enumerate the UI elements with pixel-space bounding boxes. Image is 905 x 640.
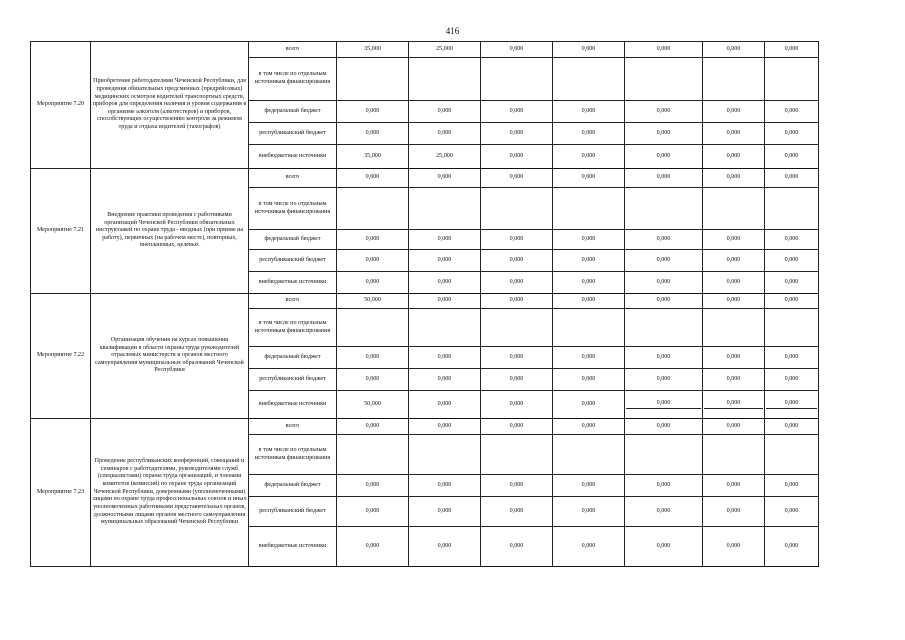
value-cell: 0,000 xyxy=(765,294,819,309)
value-cell: 0,000 xyxy=(625,230,703,250)
value-cell-empty xyxy=(625,309,703,347)
value-cell: 0,000 xyxy=(481,475,553,497)
value-cell: 0,000 xyxy=(337,369,409,391)
value-cell: 0,000 xyxy=(337,475,409,497)
value-cell: 0,000 xyxy=(481,145,553,169)
value-cell xyxy=(625,391,703,419)
measure-description: Внедрение практики проведения с работниками организаций Чеченской Республики обязательных инструктажей по охране труда - вводных (при приеме на работу), первичных (на рабочем месте), повторных, внеплановых, целевых xyxy=(91,169,249,294)
value-cell: 0,000 xyxy=(625,497,703,527)
value-cell: 0,000 xyxy=(481,101,553,123)
value-cell: 0,000 xyxy=(625,145,703,169)
value-cell-empty xyxy=(625,188,703,230)
funding-type-federal: федеральный бюджет xyxy=(249,101,337,123)
funding-type-total: всего xyxy=(249,294,337,309)
measure-description: Проведение республиканских конференций, совещаний и семинаров с работодателями, руководителями служб (специалистами) охраны труда организаций, и членами комитетов (комиссий) по охране труда организаций Чеченской Республики, доверенными (уполномоченными) лицами по охране труда профессиональных союзов и иных уполномоченных работниками представительных органов, должностными лицами органов местного самоуправления муниципальных образований Чеченской Республики xyxy=(91,419,249,567)
value-cell: 0,000 xyxy=(481,294,553,309)
value-cell: 0,000 xyxy=(625,169,703,188)
funding-type-extrabudget: внебюджетные источники xyxy=(249,527,337,567)
value-cell: 0,000 xyxy=(481,230,553,250)
value-cell-empty xyxy=(409,188,481,230)
measure-code: Мероприятие 7.23 xyxy=(31,419,91,567)
value-cell-empty xyxy=(703,188,765,230)
value-cell-empty xyxy=(553,58,625,101)
value-cell: 0,000 xyxy=(409,475,481,497)
value-cell: 0,000 xyxy=(765,419,819,435)
value-cell: 0,000 xyxy=(409,527,481,567)
value-cell: 0,000 xyxy=(409,123,481,145)
funding-type-extrabudget: внебюджетные источники xyxy=(249,145,337,169)
value-cell-empty xyxy=(409,309,481,347)
value-cell: 0,000 xyxy=(337,347,409,369)
value-cell-empty xyxy=(553,309,625,347)
value-cell: 0,000 xyxy=(625,123,703,145)
value-cell-empty xyxy=(337,58,409,101)
funding-type-federal: федеральный бюджет xyxy=(249,475,337,497)
value-cell: 0,000 xyxy=(703,294,765,309)
value-cell: 0,000 xyxy=(481,272,553,294)
value-cell: 0,000 xyxy=(409,369,481,391)
value-cell: 50,000 xyxy=(337,294,409,309)
value-cell: 25,000 xyxy=(409,42,481,58)
value-cell: 0,000 xyxy=(553,250,625,272)
value-cell: 0,000 xyxy=(625,369,703,391)
table-row xyxy=(31,42,819,58)
funding-type-republican: республиканский бюджет xyxy=(249,250,337,272)
value-cell: 0,000 xyxy=(409,101,481,123)
measure-code: Мероприятие 7.21 xyxy=(31,169,91,294)
value-cell: 0,000 xyxy=(703,527,765,567)
value-cell: 0,000 xyxy=(337,527,409,567)
value-cell: 0,000 xyxy=(765,475,819,497)
page-number: 416 xyxy=(445,26,460,36)
value-cell: 0,000 xyxy=(553,42,625,58)
value-cell: 0,000 xyxy=(481,497,553,527)
funding-type-including: в том числе по отдельным источникам финансирования xyxy=(249,58,337,101)
value-cell: 0,000 xyxy=(553,347,625,369)
value-cell-empty xyxy=(481,309,553,347)
value-cell-value: 0,000 xyxy=(704,400,763,409)
value-cell: 0,000 xyxy=(703,42,765,58)
value-cell: 0,000 xyxy=(481,369,553,391)
value-cell: 0,000 xyxy=(765,101,819,123)
measure-code: Мероприятие 7.20 xyxy=(31,42,91,169)
value-cell: 0,000 xyxy=(765,369,819,391)
value-cell-empty xyxy=(765,309,819,347)
value-cell: 0,000 xyxy=(625,294,703,309)
value-cell: 0,000 xyxy=(765,42,819,58)
value-cell: 0,000 xyxy=(553,101,625,123)
funding-type-including: в том числе по отдельным источникам финансирования xyxy=(249,309,337,347)
value-cell: 0,000 xyxy=(409,347,481,369)
value-cell: 0,000 xyxy=(337,419,409,435)
funding-type-republican: республиканский бюджет xyxy=(249,123,337,145)
value-cell: 0,000 xyxy=(553,527,625,567)
value-cell xyxy=(765,391,819,419)
value-cell: 0,000 xyxy=(409,391,481,419)
value-cell: 0,000 xyxy=(703,230,765,250)
value-cell: 0,000 xyxy=(703,250,765,272)
value-cell: 0,000 xyxy=(409,272,481,294)
value-cell: 0,000 xyxy=(553,272,625,294)
value-cell: 0,000 xyxy=(553,419,625,435)
value-cell: 0,000 xyxy=(553,391,625,419)
value-cell-empty xyxy=(703,58,765,101)
value-cell: 0,000 xyxy=(553,145,625,169)
value-cell-value: 0,000 xyxy=(766,400,817,409)
value-cell: 0,000 xyxy=(765,272,819,294)
value-cell: 0,000 xyxy=(625,101,703,123)
value-cell-empty xyxy=(409,58,481,101)
value-cell: 0,000 xyxy=(703,369,765,391)
measure-description: Приобретение работодателями Чеченской Республики, для проведения обязательных предсменных (предрейсовых) медицинских осмотров водителей транспортных средств, приборов для определения наличия и уровня содержания в организме алкоголя (алкотестеров) и приборов, способствующих осуществлению контроля за режимом труда и отдыха водителей (тахографов) xyxy=(91,42,249,169)
value-cell: 0,000 xyxy=(481,527,553,567)
value-cell-empty xyxy=(553,188,625,230)
value-cell-value: 0,000 xyxy=(626,400,701,409)
table-row xyxy=(31,169,819,188)
value-cell: 0,000 xyxy=(337,272,409,294)
value-cell-empty xyxy=(703,435,765,475)
value-cell: 35,000 xyxy=(337,42,409,58)
value-cell: 0,000 xyxy=(553,294,625,309)
value-cell-empty xyxy=(481,188,553,230)
value-cell-empty xyxy=(625,58,703,101)
value-cell-empty xyxy=(765,58,819,101)
funding-type-including: в том числе по отдельным источникам финансирования xyxy=(249,188,337,230)
value-cell: 0,000 xyxy=(409,250,481,272)
value-cell: 0,000 xyxy=(337,123,409,145)
value-cell: 0,000 xyxy=(625,419,703,435)
value-cell: 0,000 xyxy=(625,475,703,497)
funding-type-total: всего xyxy=(249,419,337,435)
value-cell: 0,000 xyxy=(703,101,765,123)
value-cell: 0,000 xyxy=(765,527,819,567)
value-cell: 0,000 xyxy=(553,497,625,527)
value-cell-empty xyxy=(703,309,765,347)
value-cell-empty xyxy=(481,435,553,475)
value-cell: 0,000 xyxy=(481,250,553,272)
value-cell: 0,000 xyxy=(481,169,553,188)
value-cell: 0,000 xyxy=(481,347,553,369)
funding-type-federal: федеральный бюджет xyxy=(249,230,337,250)
value-cell-empty xyxy=(409,435,481,475)
value-cell: 0,000 xyxy=(481,391,553,419)
measure-code: Мероприятие 7.22 xyxy=(31,294,91,419)
funding-type-including: в том числе по отдельным источникам финансирования xyxy=(249,435,337,475)
funding-type-total: всего xyxy=(249,42,337,58)
funding-table xyxy=(30,41,819,567)
value-cell: 0,000 xyxy=(625,527,703,567)
value-cell: 0,000 xyxy=(703,272,765,294)
value-cell-empty xyxy=(765,435,819,475)
table-row xyxy=(31,419,819,435)
measure-description: Организация обучения на курсах повышения квалификации в области охраны труда руководителей отраслевых министерств и органов местного самоуправления муниципальных образований Чеченской Республики xyxy=(91,294,249,419)
value-cell: 0,000 xyxy=(765,230,819,250)
value-cell: 50,000 xyxy=(337,391,409,419)
value-cell: 0,000 xyxy=(337,250,409,272)
value-cell-empty xyxy=(553,435,625,475)
funding-type-total: всего xyxy=(249,169,337,188)
value-cell: 0,000 xyxy=(481,42,553,58)
value-cell-empty xyxy=(481,58,553,101)
value-cell: 0,000 xyxy=(553,123,625,145)
value-cell: 0,000 xyxy=(409,169,481,188)
value-cell: 0,000 xyxy=(703,347,765,369)
value-cell-empty xyxy=(625,435,703,475)
value-cell: 0,000 xyxy=(553,369,625,391)
funding-type-extrabudget: внебюджетные источники xyxy=(249,272,337,294)
value-cell-empty xyxy=(337,188,409,230)
value-cell: 0,000 xyxy=(337,169,409,188)
value-cell: 0,000 xyxy=(625,42,703,58)
value-cell: 0,000 xyxy=(337,497,409,527)
funding-type-republican: республиканский бюджет xyxy=(249,497,337,527)
value-cell: 0,000 xyxy=(553,230,625,250)
value-cell: 0,000 xyxy=(765,497,819,527)
funding-type-federal: федеральный бюджет xyxy=(249,347,337,369)
value-cell: 0,000 xyxy=(765,347,819,369)
value-cell: 0,000 xyxy=(703,419,765,435)
value-cell: 0,000 xyxy=(703,497,765,527)
value-cell: 0,000 xyxy=(409,294,481,309)
value-cell: 0,000 xyxy=(409,497,481,527)
funding-type-republican: республиканский бюджет xyxy=(249,369,337,391)
value-cell: 0,000 xyxy=(337,230,409,250)
value-cell: 0,000 xyxy=(765,145,819,169)
table-row xyxy=(31,294,819,309)
value-cell: 0,000 xyxy=(625,272,703,294)
funding-type-extrabudget: внебюджетные источники xyxy=(249,391,337,419)
value-cell: 0,000 xyxy=(703,169,765,188)
value-cell: 0,000 xyxy=(481,123,553,145)
value-cell: 35,000 xyxy=(337,145,409,169)
value-cell: 0,000 xyxy=(409,419,481,435)
value-cell: 0,000 xyxy=(625,250,703,272)
value-cell-empty xyxy=(765,188,819,230)
value-cell-empty xyxy=(337,435,409,475)
value-cell: 0,000 xyxy=(409,230,481,250)
value-cell: 0,000 xyxy=(625,347,703,369)
value-cell: 0,000 xyxy=(553,169,625,188)
value-cell: 0,000 xyxy=(481,419,553,435)
value-cell: 0,000 xyxy=(765,123,819,145)
value-cell: 0,000 xyxy=(765,169,819,188)
value-cell: 0,000 xyxy=(553,475,625,497)
value-cell: 0,000 xyxy=(703,145,765,169)
value-cell: 0,000 xyxy=(703,475,765,497)
value-cell: 0,000 xyxy=(765,250,819,272)
value-cell: 25,000 xyxy=(409,145,481,169)
value-cell: 0,000 xyxy=(337,101,409,123)
value-cell xyxy=(703,391,765,419)
value-cell-empty xyxy=(337,309,409,347)
value-cell: 0,000 xyxy=(703,123,765,145)
